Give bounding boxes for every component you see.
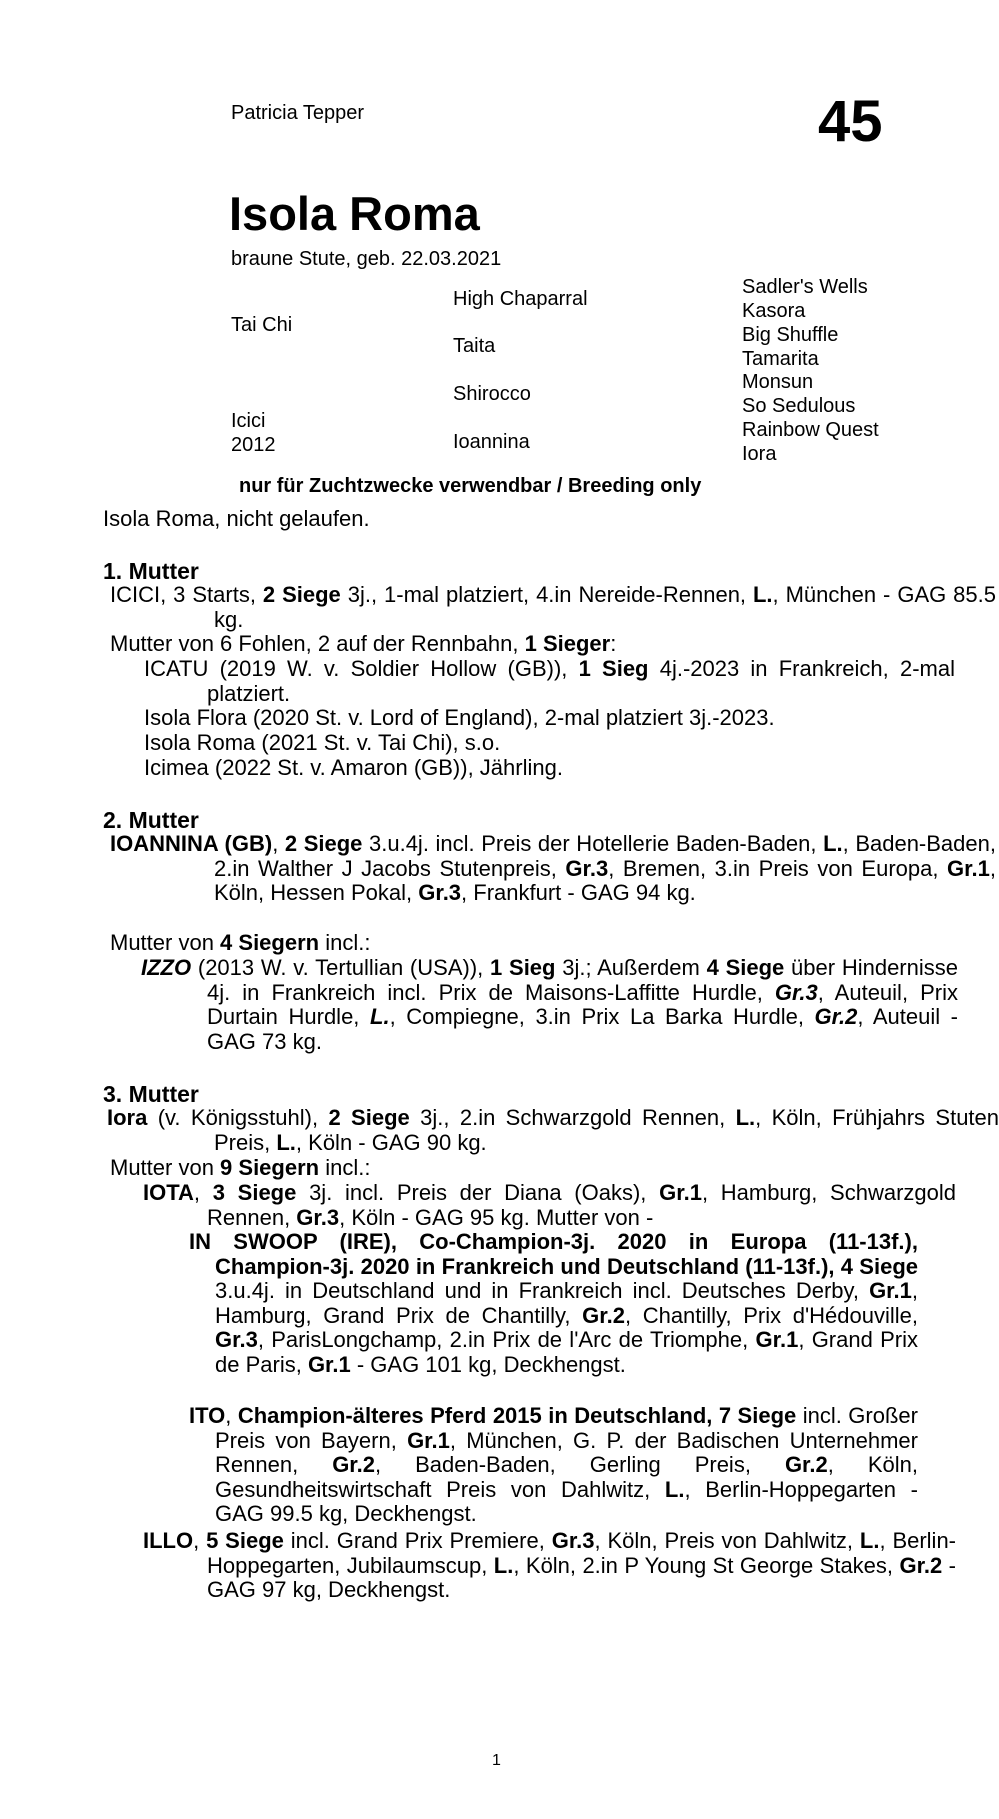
pedigree-dam-year: 2012 xyxy=(231,434,276,456)
grand-offspring-entry: IN SWOOP (IRE), Co-Champion-3j. 2020 in Europa (11-13f.), Champion-3j. 2020 in Frankreich und Deutschland (11-13f.), 4 Siege 3.u.4j. in Deutschland und in Frankreich incl. Deutsches Derby, Gr.1, Hamburg, Grand Prix de Chantilly, Gr.2, Chantilly, Prix d'Hédouville, Gr.3, ParisLongchamp, 2.in Prix de l'Arc de Triomphe, Gr.1, Grand Prix de Paris, Gr.1 - GAG 101 kg, Deckhengst. xyxy=(189,1229,918,1377)
pedigree-dam-sire: Shirocco xyxy=(453,383,531,405)
pedigree-gen3-item: Sadler's Wells xyxy=(742,276,868,298)
pedigree-gen3-item: Big Shuffle xyxy=(742,324,839,346)
third-dam-offspring-entry: IOTA, 3 Siege 3j. incl. Preis der Diana (Oaks), Gr.1, Hamburg, Schwarzgold Rennen, Gr.3, Köln - GAG 95 kg. Mutter von - xyxy=(143,1180,956,1230)
pedigree-dam-dam: Ioannina xyxy=(453,431,530,453)
first-dam-foal-entry: ICATU (2019 W. v. Soldier Hollow (GB)), 1 Sieg 4j.-2023 in Frankreich, 2-mal platziert. xyxy=(144,656,955,706)
second-dam-offspring-entry: IZZO (2013 W. v. Tertullian (USA)), 1 Sieg 3j.; Außerdem 4 Siege über Hindernisse 4j. in Frankreich incl. Prix de Maisons-Laffitte Hurdle, Gr.3, Auteuil, Prix Durtain Hurdle, L., Compiegne, 3.in Prix La Barka Hurdle, Gr.2, Auteuil - GAG 73 kg. xyxy=(141,955,958,1054)
pedigree-sire-dam: Taita xyxy=(453,335,496,357)
intro-text: Isola Roma, nicht gelaufen. xyxy=(103,506,370,531)
third-dam-record: Iora (v. Königsstuhl), 2 Siege 3j., 2.in Schwarzgold Rennen, L., Köln, Frühjahrs Stuten Preis, L., Köln - GAG 90 kg. xyxy=(107,1105,999,1155)
grand-offspring-entry: ITO, Champion-älteres Pferd 2015 in Deutschland, 7 Siege incl. Großer Preis von Bayern, Gr.1, München, G. P. der Badischen Unternehmer Rennen, Gr.2, Baden-Baden, Gerling Preis, Gr.2, Köln, Gesundheitswirtschaft Preis von Dahlwitz, L., Berlin-Hoppegarten - GAG 99.5 kg, Deckhengst. xyxy=(189,1403,919,1527)
first-dam-record: ICICI, 3 Starts, 2 Siege 3j., 1-mal platziert, 4.in Nereide-Rennen, L., München - GAG 85.5 kg. xyxy=(110,582,996,632)
pedigree-sire-sire: High Chaparral xyxy=(453,288,588,310)
section-title-third-dam: 3. Mutter xyxy=(103,1081,199,1107)
pedigree-gen3-item: Tamarita xyxy=(742,348,819,370)
pedigree-gen3-item: Rainbow Quest xyxy=(742,419,879,441)
first-dam-foal-entry: Icimea (2022 St. v. Amaron (GB)), Jährling. xyxy=(144,755,563,780)
second-dam-produce-summary: Mutter von 4 Siegern incl.: xyxy=(110,930,371,955)
page-number: 1 xyxy=(492,1752,501,1769)
pedigree-gen3-item: Monsun xyxy=(742,371,814,393)
pedigree-gen3-item: So Sedulous xyxy=(742,395,856,417)
third-dam-produce-summary: Mutter von 9 Siegern incl.: xyxy=(110,1155,371,1180)
horse-name: Isola Roma xyxy=(229,187,480,240)
breeding-note: nur für Zuchtzwecke verwendbar / Breeding only xyxy=(239,475,702,497)
pedigree-dam: Icici xyxy=(231,410,266,432)
catalogue-number: 45 xyxy=(818,89,883,154)
third-dam-offspring-entry: ILLO, 5 Siege incl. Grand Prix Premiere, Gr.3, Köln, Preis von Dahlwitz, L., Berlin-Hoppegarten, Jubilaumscup, L., Köln, 2.in P Young St George Stakes, Gr.2 - GAG 97 kg, Deckhengst. xyxy=(143,1528,957,1603)
pedigree-sire: Tai Chi xyxy=(231,314,293,336)
horse-description: braune Stute, geb. 22.03.2021 xyxy=(231,248,502,270)
first-dam-foal-entry: Isola Flora (2020 St. v. Lord of England), 2-mal platziert 3j.-2023. xyxy=(144,705,775,730)
section-title-first-dam: 1. Mutter xyxy=(103,558,199,584)
second-dam-record: IOANNINA (GB), 2 Siege 3.u.4j. incl. Preis der Hotellerie Baden-Baden, L., Baden-Baden, 2.in Walther J Jacobs Stutenpreis, Gr.3, Bremen, 3.in Preis von Europa, Gr.1, Köln, Hessen Pokal, Gr.3, Frankfurt - GAG 94 kg. xyxy=(110,831,996,906)
owner-name: Patricia Tepper xyxy=(231,102,365,124)
section-title-second-dam: 2. Mutter xyxy=(103,807,199,833)
first-dam-foal-entry: Isola Roma (2021 St. v. Tai Chi), s.o. xyxy=(144,730,501,755)
pedigree-gen3-item: Iora xyxy=(742,443,777,465)
first-dam-produce-summary: Mutter von 6 Fohlen, 2 auf der Rennbahn, 1 Sieger: xyxy=(110,631,617,656)
pedigree-gen3-item: Kasora xyxy=(742,300,806,322)
